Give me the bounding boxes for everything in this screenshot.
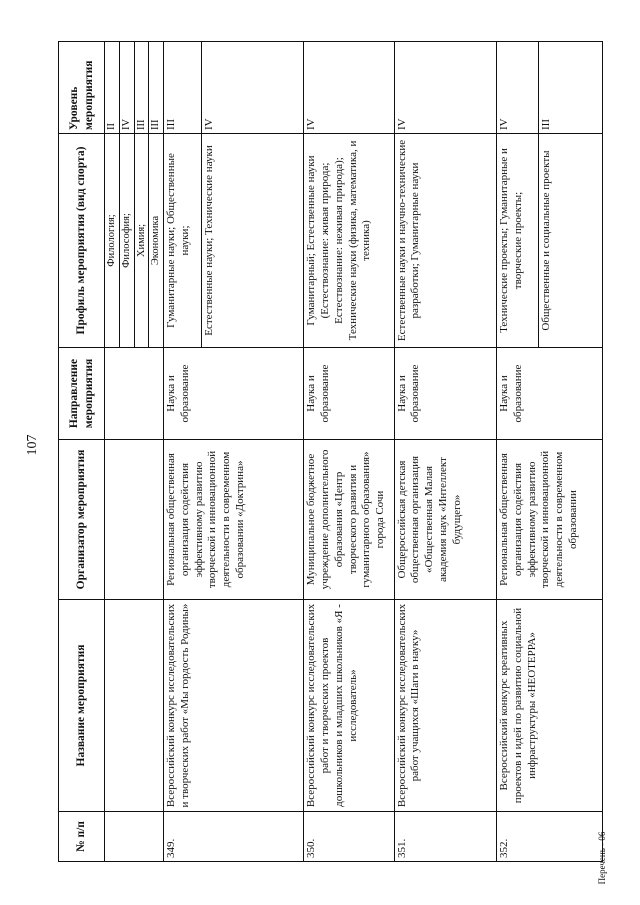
header-row	[59, 42, 105, 862]
header-num: № п/п	[59, 812, 105, 862]
cell-level: III	[539, 42, 603, 134]
cell-level: IV	[201, 42, 304, 134]
header-name: Название мероприятия	[59, 600, 105, 812]
cell-profile: Гуманитарный; Естественные науки (Естествознание: живая природа; Естествознание: неживая природа); Технические науки (физика, математика, и техника)	[304, 134, 394, 348]
cell-profile: Химия;	[134, 134, 149, 348]
cell-profile: Естественные науки и научно-технические разработки; Гуманитарные науки	[394, 134, 497, 348]
header-profile: Профиль мероприятия (вид спорта)	[59, 134, 105, 348]
cell-name: Всероссийский конкурс креативных проектов и идей по развитию социальной инфраструктуры «НЕОТЕРРА»	[497, 600, 603, 812]
cell-level: III	[134, 42, 149, 134]
cell-profile: Филология;	[105, 134, 120, 348]
cell-direction: Наука и образование	[497, 348, 603, 440]
table-row	[497, 42, 539, 862]
cell-organizer: Общероссийская детская общественная организация «Общественная Малая академия наук «Интеллект будущего»	[394, 440, 497, 600]
cell-num: 349.	[164, 812, 304, 862]
cell-profile: Естественные науки; Технические науки	[201, 134, 304, 348]
cell-num	[105, 812, 164, 862]
events-table	[58, 41, 603, 862]
cell-num: 350.	[304, 812, 394, 862]
cell-level: III	[164, 42, 202, 134]
cell-direction: Наука и образование	[164, 348, 304, 440]
table-row	[394, 42, 497, 862]
page-number: 107	[25, 434, 40, 456]
cell-level: II	[105, 42, 120, 134]
cell-num: 351.	[394, 812, 497, 862]
cell-organizer: Муниципальное бюджетное учреждение дополнительного образования «Центр творческого развития и гуманитарного образования» города Сочи	[304, 440, 394, 600]
cell-organizer	[105, 440, 164, 600]
footer-note: Перечень - 06	[597, 831, 607, 885]
header-level: Уровень мероприятия	[59, 42, 105, 134]
cell-profile: Экономика	[149, 134, 164, 348]
cell-profile: Гуманитарные науки; Общественные науки;	[164, 134, 202, 348]
cell-level: IV	[304, 42, 394, 134]
table-row	[164, 42, 202, 862]
table-row	[304, 42, 394, 862]
cell-num: 352.	[497, 812, 603, 862]
cell-direction: Наука и образование	[304, 348, 394, 440]
cell-organizer: Региональная общественная организация содействия эффективному развитию творческой и инновационной деятельности в современном образовании «Доктрина»	[164, 440, 304, 600]
cell-name	[105, 600, 164, 812]
cell-profile: Технические проекты; Гуманитарные и творческие проекты;	[497, 134, 539, 348]
cell-name: Всероссийский конкурс исследовательских и творческих работ «Мы гордость Родины»	[164, 600, 304, 812]
cell-level: IV	[497, 42, 539, 134]
cell-level: III	[149, 42, 164, 134]
cell-level: IV	[394, 42, 497, 134]
table-row	[105, 42, 120, 862]
cell-profile: Философия;	[119, 134, 134, 348]
cell-level: IV	[119, 42, 134, 134]
cell-direction: Наука и образование	[394, 348, 497, 440]
header-direction: Направление мероприятия	[59, 348, 105, 440]
cell-direction	[105, 348, 164, 440]
cell-profile: Общественные и социальные проекты	[539, 134, 603, 348]
cell-organizer: Региональная общественная организация содействия эффективному развитию творческой и инновационной деятельности в современном образовании	[497, 440, 603, 600]
header-organizer: Организатор мероприятия	[59, 440, 105, 600]
rotated-table-container	[58, 42, 603, 862]
cell-name: Всероссийский конкурс исследовательских работ и творческих проектов дошкольников и младших школьников «Я - исследователь»	[304, 600, 394, 812]
cell-name: Всероссийский конкурс исследовательских работ учащихся «Шаги в науку»	[394, 600, 497, 812]
